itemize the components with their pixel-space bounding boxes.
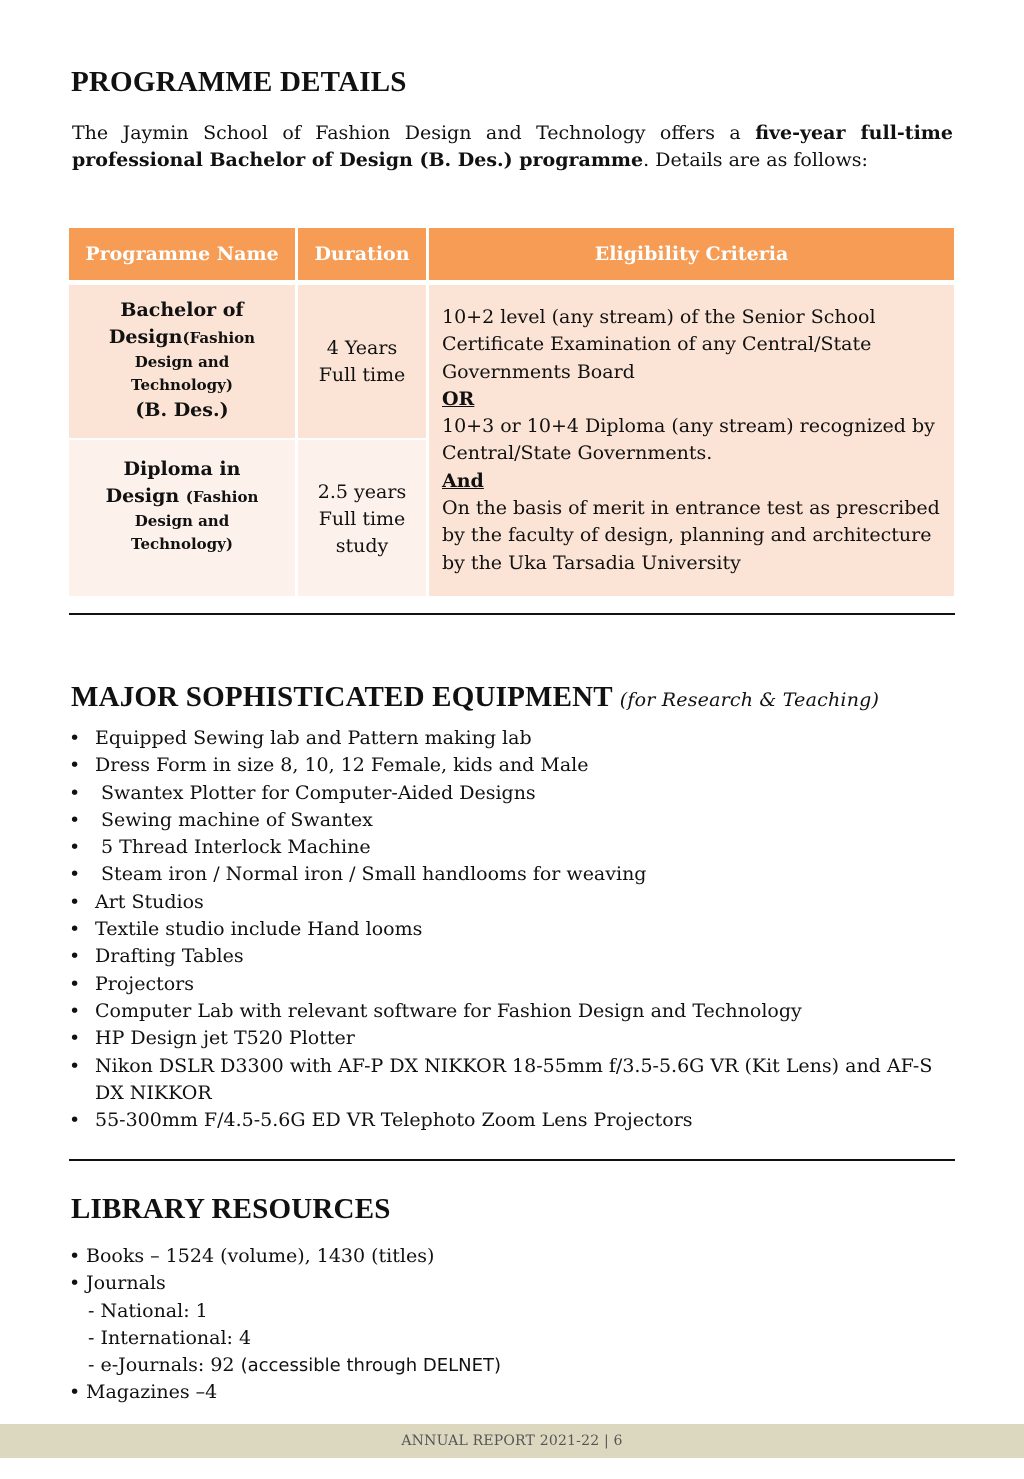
row1-name-line1: Bachelor of	[120, 299, 244, 321]
library-journals: • Journals	[69, 1270, 501, 1297]
row2-name-line2: Design	[105, 485, 186, 507]
row2-name-line1: Diploma in	[123, 458, 241, 480]
row1-duration-cell	[298, 285, 426, 438]
list-item: • 55-300mm F/4.5-5.6G ED VR Telephoto Zoom Lens Projectors	[69, 1107, 949, 1134]
library-international: - International: 4	[88, 1326, 252, 1349]
list-item: • Projectors	[69, 971, 949, 998]
divider-2	[69, 1159, 955, 1161]
library-title: LIBRARY RESOURCES	[71, 1193, 391, 1225]
list-item: • Nikon DSLR D3300 with AF-P DX NIKKOR 18-55mm f/3.5-5.6G VR (Kit Lens) and AF-S DX NIKKOR	[69, 1053, 949, 1108]
list-item: • Textile studio include Hand looms	[69, 916, 949, 943]
equipment-title-text: MAJOR SOPHISTICATED EQUIPMENT	[71, 681, 613, 713]
divider-1	[69, 613, 955, 615]
list-item: • Art Studios	[69, 889, 949, 916]
programme-details-title: PROGRAMME DETAILS	[71, 66, 407, 98]
list-item: • Dress Form in size 8, 10, 12 Female, kids and Male	[69, 752, 949, 779]
row2-duration-line3: study	[335, 535, 389, 557]
equipment-subtitle: (for Research & Teaching)	[619, 689, 880, 711]
intro-end-text: . Details are as follows:	[643, 149, 868, 171]
eligibility-line2: 10+3 or 10+4 Diploma (any stream) recognized by Central/State Governments.	[442, 415, 935, 465]
library-books: • Books – 1524 (volume), 1430 (titles)	[69, 1243, 501, 1270]
row2-duration-cell	[298, 440, 426, 596]
eligibility-and: And	[442, 469, 484, 492]
row2-duration-line2: Full time	[318, 508, 406, 530]
eligibility-line1: 10+2 level (any stream) of the Senior School Certificate Examination of any Central/State Governments Board	[442, 306, 876, 383]
header-eligibility: Eligibility Criteria	[429, 228, 954, 280]
equipment-list	[69, 725, 949, 1134]
row1-name-line2: Design	[108, 326, 183, 348]
programme-table	[69, 228, 954, 596]
equipment-title	[71, 681, 879, 714]
list-item: • Equipped Sewing lab and Pattern making lab	[69, 725, 949, 752]
row2-programme-cell	[69, 440, 295, 596]
intro-bold-text: five-year full-time professional Bachelor of Design (B. Des.) programme	[72, 122, 953, 171]
row2-duration-line1: 2.5 years	[317, 481, 407, 503]
row2-name-small2: Design and	[134, 512, 230, 530]
library-list	[69, 1243, 501, 1407]
row1-name-small2: Design and	[134, 353, 230, 371]
intro-text: The Jaymin School of Fashion Design and Technology offers a	[72, 122, 756, 144]
eligibility-or: OR	[442, 387, 475, 410]
row2-name-small1: (Fashion	[185, 488, 259, 506]
list-item: • 5 Thread Interlock Machine	[69, 834, 949, 861]
row1-name-small3: Technology)	[131, 376, 233, 394]
library-national: - National: 1	[88, 1299, 208, 1322]
ejournals-count: - e-Journals: 92	[88, 1354, 241, 1377]
page-footer: ANNUAL REPORT 2021-22 | 6	[0, 1424, 1024, 1458]
programme-intro	[72, 120, 953, 174]
list-item: • Steam iron / Normal iron / Small handlooms for weaving	[69, 861, 949, 888]
list-item: • HP Design jet T520 Plotter	[69, 1025, 949, 1052]
row1-duration-line1: 4 Years	[326, 337, 398, 359]
header-duration: Duration	[298, 228, 426, 280]
library-magazines: • Magazines –4	[69, 1379, 501, 1406]
list-item: • Sewing machine of Swantex	[69, 807, 949, 834]
library-ejournals	[69, 1352, 501, 1379]
eligibility-cell	[429, 285, 954, 596]
header-programme-name: Programme Name	[69, 228, 295, 280]
ejournals-note: (accessible through DELNET)	[240, 1355, 502, 1377]
eligibility-line3: On the basis of merit in entrance test as prescribed by the faculty of design, planning and architecture by the Uka Tarsadia University	[442, 497, 940, 574]
row1-programme-cell	[69, 285, 295, 438]
list-item: • Drafting Tables	[69, 943, 949, 970]
list-item: • Swantex Plotter for Computer-Aided Designs	[69, 780, 949, 807]
list-item: • Computer Lab with relevant software for Fashion Design and Technology	[69, 998, 949, 1025]
row1-name-small1: (Fashion	[182, 329, 256, 347]
row1-duration-line2: Full time	[318, 364, 406, 386]
row1-name-line3: (B. Des.)	[135, 399, 229, 421]
row2-name-small3: Technology)	[131, 535, 233, 553]
